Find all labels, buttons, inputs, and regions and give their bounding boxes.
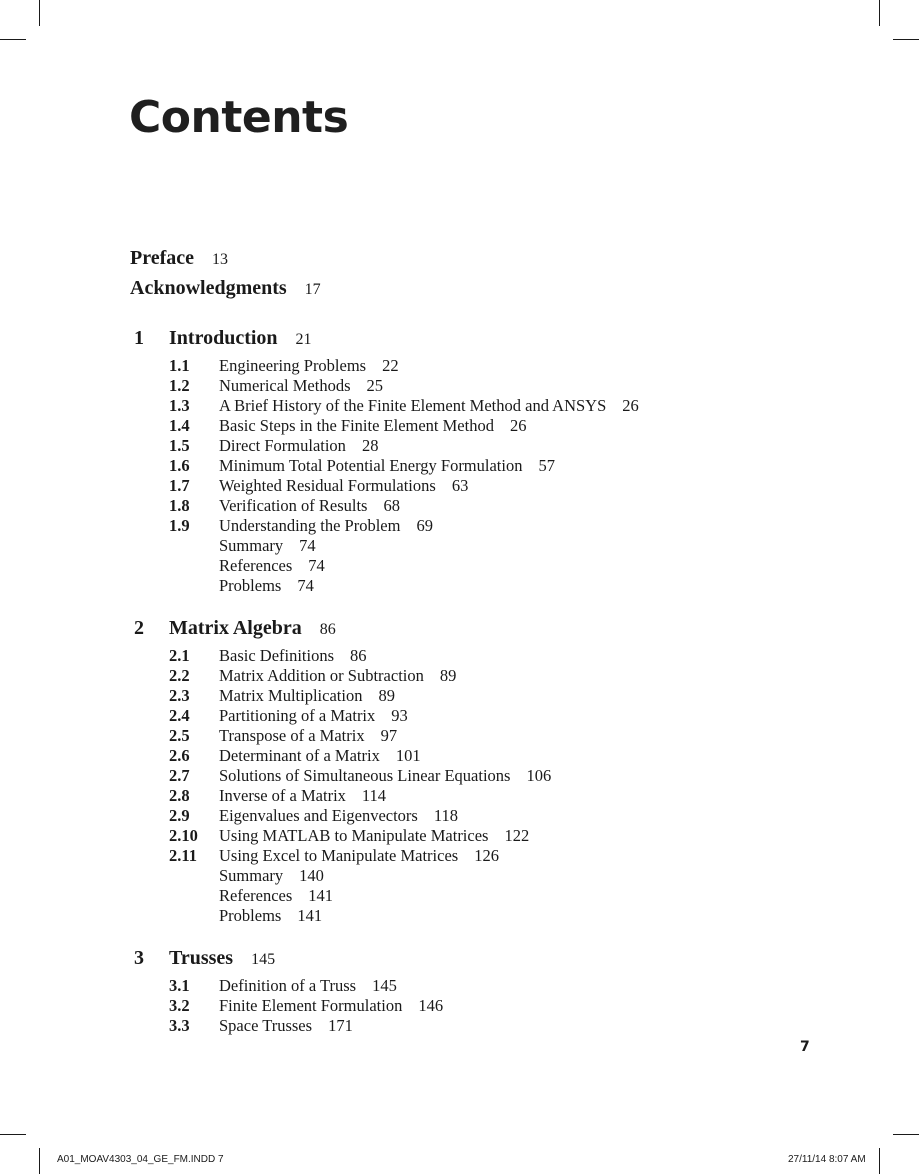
section-number: 1.9 xyxy=(169,516,190,535)
section-number: 2.8 xyxy=(169,786,190,805)
chapter-page: 145 xyxy=(251,951,276,968)
section-page: 146 xyxy=(418,996,444,1015)
crop-mark xyxy=(893,1134,919,1135)
section-page: 25 xyxy=(366,376,384,395)
chapter-number: 2 xyxy=(134,617,144,639)
section-title: Summary xyxy=(219,866,284,885)
section-page: 22 xyxy=(382,356,399,375)
toc-entry[interactable] xyxy=(0,456,919,476)
chapter-title: Matrix Algebra xyxy=(169,617,302,639)
toc-entry[interactable] xyxy=(0,766,919,786)
section-title: Using MATLAB to Manipulate Matrices xyxy=(219,826,489,845)
section-title: Transpose of a Matrix xyxy=(219,726,365,745)
section-number: 3.1 xyxy=(169,976,190,995)
section-number: 1.1 xyxy=(169,356,190,375)
slug-file-info: A01_MOAV4303_04_GE_FM.INDD 7 xyxy=(57,1154,224,1165)
page-title: Contents xyxy=(129,92,349,143)
section-page: 141 xyxy=(297,906,323,925)
toc-entry[interactable] xyxy=(0,356,919,376)
section-number: 1.8 xyxy=(169,496,190,515)
section-page: 122 xyxy=(504,826,530,845)
section-page: 86 xyxy=(350,646,367,665)
toc-entry[interactable] xyxy=(0,516,919,536)
toc-entry[interactable] xyxy=(0,576,919,596)
section-page: 74 xyxy=(299,536,316,555)
toc-entry[interactable] xyxy=(0,436,919,456)
section-title: Basic Steps in the Finite Element Method xyxy=(219,416,494,435)
section-title: Matrix Addition or Subtraction xyxy=(219,666,424,685)
chapter-2 xyxy=(0,616,919,926)
toc-entry[interactable] xyxy=(0,706,919,726)
section-title: Basic Definitions xyxy=(219,646,335,665)
section-page: 114 xyxy=(361,786,387,805)
section-page: 63 xyxy=(451,476,469,495)
crop-mark xyxy=(0,39,26,40)
section-number: 3.2 xyxy=(169,996,190,1015)
toc-entry[interactable] xyxy=(0,496,919,516)
chapter-1 xyxy=(0,326,919,596)
section-number: 1.3 xyxy=(169,396,190,415)
section-page: 118 xyxy=(433,806,458,825)
section-page: 145 xyxy=(372,976,397,995)
crop-mark xyxy=(879,1148,880,1174)
toc-entry[interactable] xyxy=(0,726,919,746)
section-page: 26 xyxy=(622,396,639,415)
toc-entry[interactable] xyxy=(0,666,919,686)
section-number: 1.7 xyxy=(169,476,190,495)
section-number: 2.5 xyxy=(169,726,190,745)
crop-mark xyxy=(879,0,880,26)
section-number: 2.7 xyxy=(169,766,190,785)
section-page: 69 xyxy=(416,516,433,535)
toc-entry[interactable] xyxy=(0,646,919,666)
chapter-heading[interactable] xyxy=(0,616,919,644)
section-page: 126 xyxy=(474,846,499,865)
section-number: 2.3 xyxy=(169,686,190,705)
front-matter-preface[interactable] xyxy=(130,246,228,272)
section-title: Numerical Methods xyxy=(219,376,351,395)
section-title: References xyxy=(219,556,293,575)
section-title: Summary xyxy=(219,536,284,555)
section-number: 2.9 xyxy=(169,806,190,825)
toc-entry[interactable] xyxy=(0,536,919,556)
toc-entry[interactable] xyxy=(0,846,919,866)
page-number: 7 xyxy=(800,1039,810,1055)
section-number: 1.6 xyxy=(169,456,190,475)
section-title: Matrix Multiplication xyxy=(219,686,363,705)
chapter-number: 1 xyxy=(134,327,144,349)
section-number: 2.4 xyxy=(169,706,190,725)
section-title: A Brief History of the Finite Element Method and ANSYS xyxy=(219,396,607,415)
toc-entry[interactable] xyxy=(0,866,919,886)
chapter-3 xyxy=(0,946,919,1036)
section-page: 26 xyxy=(509,416,527,435)
section-title: Definition of a Truss xyxy=(219,976,357,995)
section-title: Understanding the Problem xyxy=(219,516,401,535)
chapter-page: 86 xyxy=(319,621,336,638)
section-page: 101 xyxy=(395,746,421,765)
crop-mark xyxy=(0,1134,26,1135)
front-matter-label: Acknowledgments xyxy=(130,277,287,299)
toc-entry[interactable] xyxy=(0,786,919,806)
section-number: 2.10 xyxy=(169,826,198,845)
toc-entry[interactable] xyxy=(0,976,919,996)
section-number: 2.2 xyxy=(169,666,190,685)
section-page: 140 xyxy=(299,866,324,885)
section-title: Minimum Total Potential Energy Formulation xyxy=(219,456,523,475)
chapter-page: 21 xyxy=(295,331,312,348)
section-page: 68 xyxy=(383,496,400,515)
section-page: 74 xyxy=(297,576,314,595)
section-number: 2.11 xyxy=(169,846,197,865)
section-title: References xyxy=(219,886,293,905)
section-title: Problems xyxy=(219,906,282,925)
section-title: Solutions of Simultaneous Linear Equations xyxy=(219,766,511,785)
section-title: Inverse of a Matrix xyxy=(219,786,346,805)
section-page: 89 xyxy=(439,666,457,685)
toc-entry[interactable] xyxy=(0,806,919,826)
section-number: 1.5 xyxy=(169,436,190,455)
section-title: Weighted Residual Formulations xyxy=(219,476,436,495)
section-title: Engineering Problems xyxy=(219,356,367,375)
section-title: Partitioning of a Matrix xyxy=(219,706,376,725)
section-title: Eigenvalues and Eigenvectors xyxy=(219,806,418,825)
section-page: 28 xyxy=(361,436,379,455)
toc-entry[interactable] xyxy=(0,826,919,846)
section-title: Using Excel to Manipulate Matrices xyxy=(219,846,459,865)
chapter-heading[interactable] xyxy=(0,326,919,354)
toc-entry[interactable] xyxy=(0,396,919,416)
toc-entry[interactable] xyxy=(0,556,919,576)
section-title: Space Trusses xyxy=(219,1016,313,1035)
section-page: 106 xyxy=(526,766,552,785)
front-matter-acknowledgments[interactable] xyxy=(130,276,321,302)
section-title: Problems xyxy=(219,576,282,595)
toc-entry[interactable] xyxy=(0,746,919,766)
chapter-title: Introduction xyxy=(169,327,278,349)
section-number: 1.2 xyxy=(169,376,190,395)
front-matter-page: 17 xyxy=(304,281,321,298)
crop-mark xyxy=(893,39,919,40)
toc-entry[interactable] xyxy=(0,376,919,396)
toc-entry[interactable] xyxy=(0,476,919,496)
chapter-heading[interactable] xyxy=(0,946,919,974)
front-matter-label: Preface xyxy=(130,247,195,269)
section-page: 141 xyxy=(308,886,334,905)
toc-entry[interactable] xyxy=(0,1016,919,1036)
toc-entry[interactable] xyxy=(0,416,919,436)
chapter-title: Trusses xyxy=(169,947,234,969)
section-number: 2.1 xyxy=(169,646,190,665)
section-page: 97 xyxy=(380,726,398,745)
section-number: 1.4 xyxy=(169,416,190,435)
toc-entry[interactable] xyxy=(0,886,919,906)
section-title: Finite Element Formulation xyxy=(219,996,403,1015)
section-page: 171 xyxy=(328,1016,353,1035)
section-page: 57 xyxy=(538,456,555,475)
crop-mark xyxy=(39,1148,40,1174)
toc-entry[interactable] xyxy=(0,686,919,706)
section-title: Verification of Results xyxy=(219,496,368,515)
front-matter-page: 13 xyxy=(212,251,229,268)
section-page: 89 xyxy=(378,686,395,705)
crop-mark xyxy=(39,0,40,26)
section-number: 2.6 xyxy=(169,746,190,765)
slug-timestamp: 27/11/14 8:07 AM xyxy=(788,1154,866,1165)
section-title: Determinant of a Matrix xyxy=(219,746,380,765)
section-title: Direct Formulation xyxy=(219,436,346,455)
section-number: 3.3 xyxy=(169,1016,190,1035)
toc-entry[interactable] xyxy=(0,996,919,1016)
toc-entry[interactable] xyxy=(0,906,919,926)
section-page: 74 xyxy=(308,556,325,575)
section-page: 93 xyxy=(391,706,408,725)
chapter-number: 3 xyxy=(134,947,144,969)
